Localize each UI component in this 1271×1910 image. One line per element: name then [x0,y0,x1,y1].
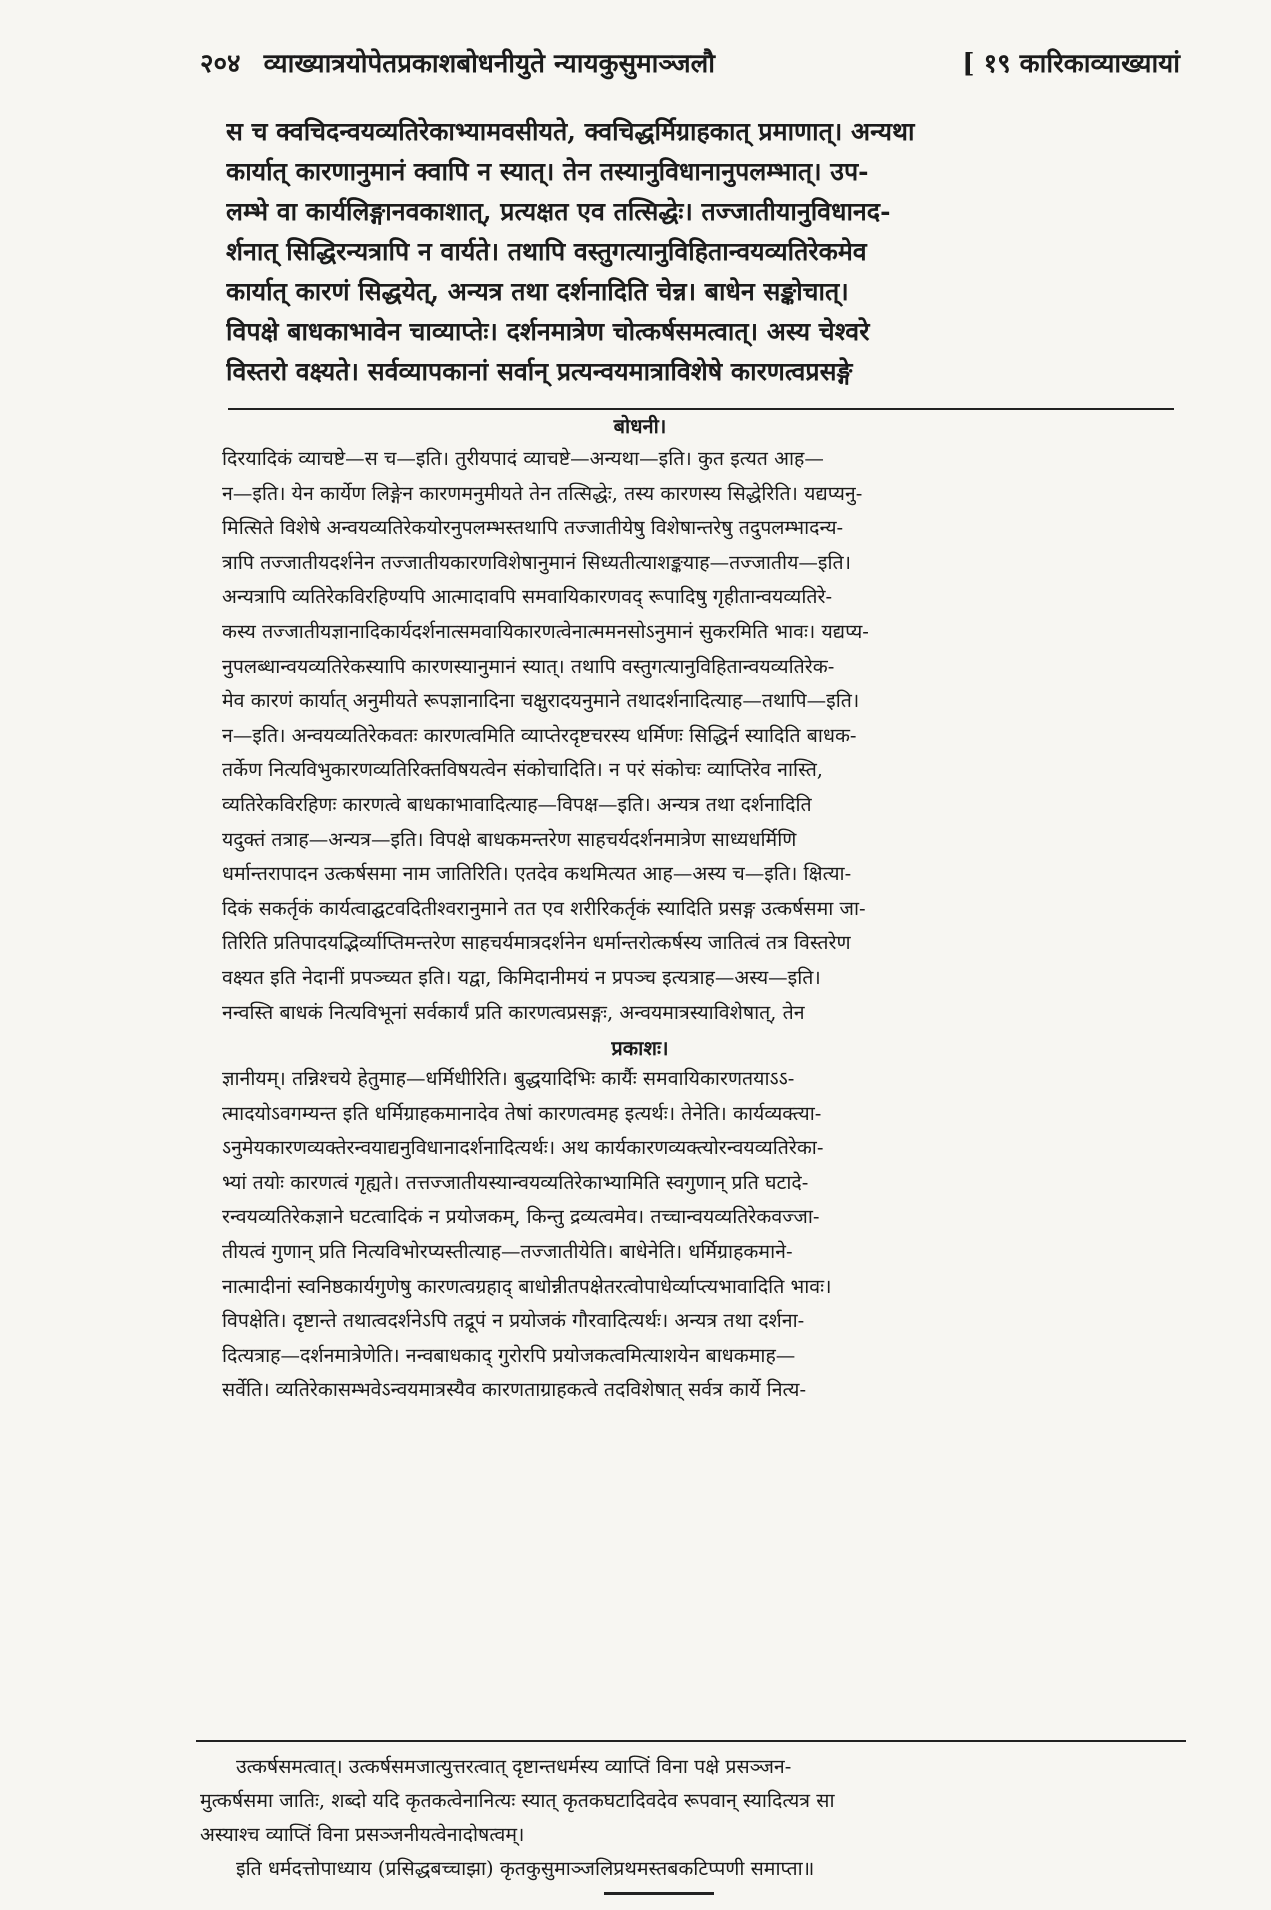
commentary-line: व्यतिरेकविरहिणः कारणत्वे बाधकाभावादित्याह—विपक्ष—इति। अन्यत्र तथा दर्शनादिति [222,792,812,816]
commentary-line: विपक्षेति। दृष्टान्ते तथात्वदर्शनेऽपि तद्रूपं न प्रयोजकं गौरवादित्यर्थः। अन्यत्र तथा दर्शना- [222,1309,805,1333]
mula-line: लम्भे वा कार्यलिङ्गानवकाशात्, प्रत्यक्षत एव तत्सिद्धेः। तज्जातीयानुविधानद- [226,197,891,226]
commentary-line: रन्वयव्यतिरेकज्ञाने घटत्वादिकं न प्रयोजकम्, किन्तु द्रव्यत्वमेव। तच्चान्वयव्यतिरेकवज्जा- [222,1205,820,1229]
mula-line: विस्तरो वक्ष्यते। सर्वव्यापकानां सर्वान् प्रत्यन्वयमात्राविशेषे कारणत्वप्रसङ्गे [226,357,853,386]
prakasha-heading: प्रकाशः। [611,1036,669,1060]
page-number: २०४ [200,49,241,79]
commentary-line: धर्मान्तरापादन उत्कर्षसमा नाम जातिरिति। एतदेव कथमित्यत आह—अस्य च—इति। क्षित्या- [222,862,852,886]
commentary-line: दिरयादिकं व्याचष्टे—स च—इति। तुरीयपादं व्याचष्टे—अन्यथा—इति। कुत इत्यत आह— [222,447,824,470]
mula-text [226,112,1186,392]
mula-line: कार्यात् कारणं सिद्धयेत्, अन्यत्र तथा दर्शनादिति चेन्न। बाधेन सङ्कोचात्। [226,277,849,306]
commentary-line: ऽनुमेयकारणव्यक्तेरन्वयाद्यनुविधानादर्शनादित्यर्थः। अथ कार्यकारणव्यक्त्योरन्वयव्यतिरेका- [222,1136,824,1160]
book-title: व्याख्यात्रयोपेतप्रकाशबोधनीयुते न्यायकुसुमाञ्जलौ [263,49,716,79]
commentary-line: तर्केण नित्यविभुकारणव्यतिरिक्तविषयत्वेन संकोचादिति। न परं संकोचः व्याप्तिरेव नास्ति, [222,758,824,782]
bodhani-commentary [222,442,1182,1030]
footnote-line: उत्कर्षसमत्वात्। उत्कर्षसमजात्युत्तरत्वात् दृष्टान्तधर्मस्य व्याप्तिं विना पक्षे प्रसञ्जन- [236,1755,792,1778]
commentary-line: वक्ष्यत इति नेदानीं प्रपञ्च्यत इति। यद्वा, किमिदानीमयं न प्रपञ्च इत्यत्राह—अस्य—इति। [222,965,821,989]
section-label: [ १९ कारिकाव्याख्यायां [962,49,1180,79]
mula-line: कार्यात् कारणानुमानं क्वापि न स्यात्। तेन तस्यानुविधानानुपलम्भात्। उप- [226,157,869,186]
commentary-line: कस्य तज्जातीयज्ञानादिकार्यदर्शनात्समवायिकारणत्वेनात्ममनसोऽनुमानं सुकरमिति भावः। यद्यप्य- [222,619,869,643]
mula-line: र्शनात् सिद्धिरन्यत्रापि न वार्यते। तथापि वस्तुगत्यानुविहितान्वयव्यतिरेकमेव [226,237,867,266]
mula-line: विपक्षे बाधकाभावेन चाव्याप्तेः। दर्शनमात्रेण चोत्कर्षसमत्वात्। अस्य चेश्वरे [226,317,870,346]
commentary-line: अन्यत्रापि व्यतिरेकविरहिण्यपि आत्मादावपि समवायिकारणवद् रूपादिषु गृहीतान्वयव्यतिरे- [222,585,833,609]
running-header [200,44,1200,80]
footnote-line: मुत्कर्षसमा जातिः, शब्दो यदि कृतकत्वेनानित्यः स्यात् कृतकघटादिवदेव रूपवान् स्यादित्यत्र सा [200,1789,835,1812]
commentary-line: मित्सिते विशेषे अन्वयव्यतिरेकयोरनुपलम्भस्तथापि तज्जातीयेषु विशेषान्तरेषु तदुपलम्भादन्य- [222,516,844,540]
bodhani-heading: बोधनी। [613,414,667,438]
footnote-divider [196,1740,1186,1742]
colophon-line: इति धर्मदत्तोपाध्याय (प्रसिद्धबच्चाझा) कृतकुसुमाञ्जलिप्रथमस्तबकटिप्पणी समाप्ता॥ [236,1857,815,1880]
prakasha-commentary [222,1062,1182,1408]
mula-divider [228,408,1174,410]
commentary-line: तिरिति प्रतिपादयद्भिर्व्याप्तिमन्तरेण साहचर्यमात्रदर्शनेन धर्मान्तरोत्कर्षस्य जातित्वं तत्र विस्तरेण [222,931,851,955]
commentary-line: नुपलब्धान्वयव्यतिरेकस्यापि कारणस्यानुमानं स्यात्। तथापि वस्तुगत्यानुविहितान्वयव्यतिरेक- [222,654,835,678]
commentary-line: न—इति। येन कार्येण लिङ्गेन कारणमनुमीयते तेन तत्सिद्धेः, तस्य कारणस्य सिद्धेरिति। यद्यप्यनु- [222,481,863,505]
commentary-line: तीयत्वं गुणान् प्रति नित्यविभोरप्यस्तीत्याह—तज्जातीयेति। बाधेनेति। धर्मिग्राहकमाने- [222,1239,793,1263]
mula-line: स च क्वचिदन्वयव्यतिरेकाभ्यामवसीयते, क्वचिद्धर्मिग्राहकात् प्रमाणात्। अन्यथा [226,117,915,146]
commentary-line: मेव कारणं कार्यात् अनुमीयते रूपज्ञानादिना चक्षुरादयनुमाने तथादर्शनादित्याह—तथापि—इति। [222,689,860,713]
commentary-line: नात्मादीनां स्वनिष्ठकार्यगुणेषु कारणत्वग्रहाद् बाधोन्नीतपक्षेतरत्वोपाधेर्व्याप्त्यभावादिति भावः। [222,1274,832,1298]
commentary-line: भ्यां तयोः कारणत्वं गृह्यते। तत्तज्जातीयस्यान्वयव्यतिरेकाभ्यामिति स्वगुणान् प्रति घटादे- [222,1170,809,1194]
end-rule [604,1892,714,1895]
footnote-block [200,1750,1180,1886]
commentary-line: त्मादयोऽवगम्यन्त इति धर्मिग्राहकमानादेव तेषां कारणत्वमह इत्यर्थः। तेनेति। कार्यव्यक्त्या- [222,1101,822,1125]
commentary-line: त्रापि तज्जातीयदर्शनेन तज्जातीयकारणविशेषानुमानं सिध्यतीत्याशङ्कयाह—तज्जातीय—इति। [222,550,852,574]
footnote-line: अस्याश्च व्याप्तिं विना प्रसञ्जनीयत्वेनादोषत्वम्। [200,1823,525,1846]
commentary-line: ज्ञानीयम्। तन्निश्चये हेतुमाह—धर्मिधीरिति। बुद्धयादिभिः कार्यैः समवायिकारणतयाऽऽ- [222,1067,795,1090]
commentary-line: सर्वेति। व्यतिरेकासम्भवेऽन्वयमात्रस्यैव कारणताग्राहकत्वे तदविशेषात् सर्वत्र कार्ये नित्य- [222,1378,807,1402]
commentary-line: दिकं सकर्तृकं कार्यत्वाद्घटवदितीश्वरानुमाने तत एव शरीरिकर्तृकं स्यादिति प्रसङ्ग उत्कर्षसमा जा- [222,896,866,920]
commentary-line: यदुक्तं तत्राह—अन्यत्र—इति। विपक्षे बाधकमन्तरेण साहचर्यदर्शनमात्रेण साध्यधर्मिणि [222,827,797,851]
commentary-line: दित्यत्राह—दर्शनमात्रेणेति। नन्वबाधकाद् गुरोरपि प्रयोजकत्वमित्याशयेन बाधकमाह— [222,1343,796,1367]
commentary-line: न—इति। अन्वयव्यतिरेकवतः कारणत्वमिति व्याप्तेरदृष्टचरस्य धर्मिणः सिद्धिर्न स्यादिति बाधक- [222,723,857,747]
commentary-line: नन्वस्ति बाधकं नित्यविभूनां सर्वकार्यं प्रति कारणत्वप्रसङ्गः, अन्वयमात्रस्याविशेषात्, तेन [222,1000,805,1024]
